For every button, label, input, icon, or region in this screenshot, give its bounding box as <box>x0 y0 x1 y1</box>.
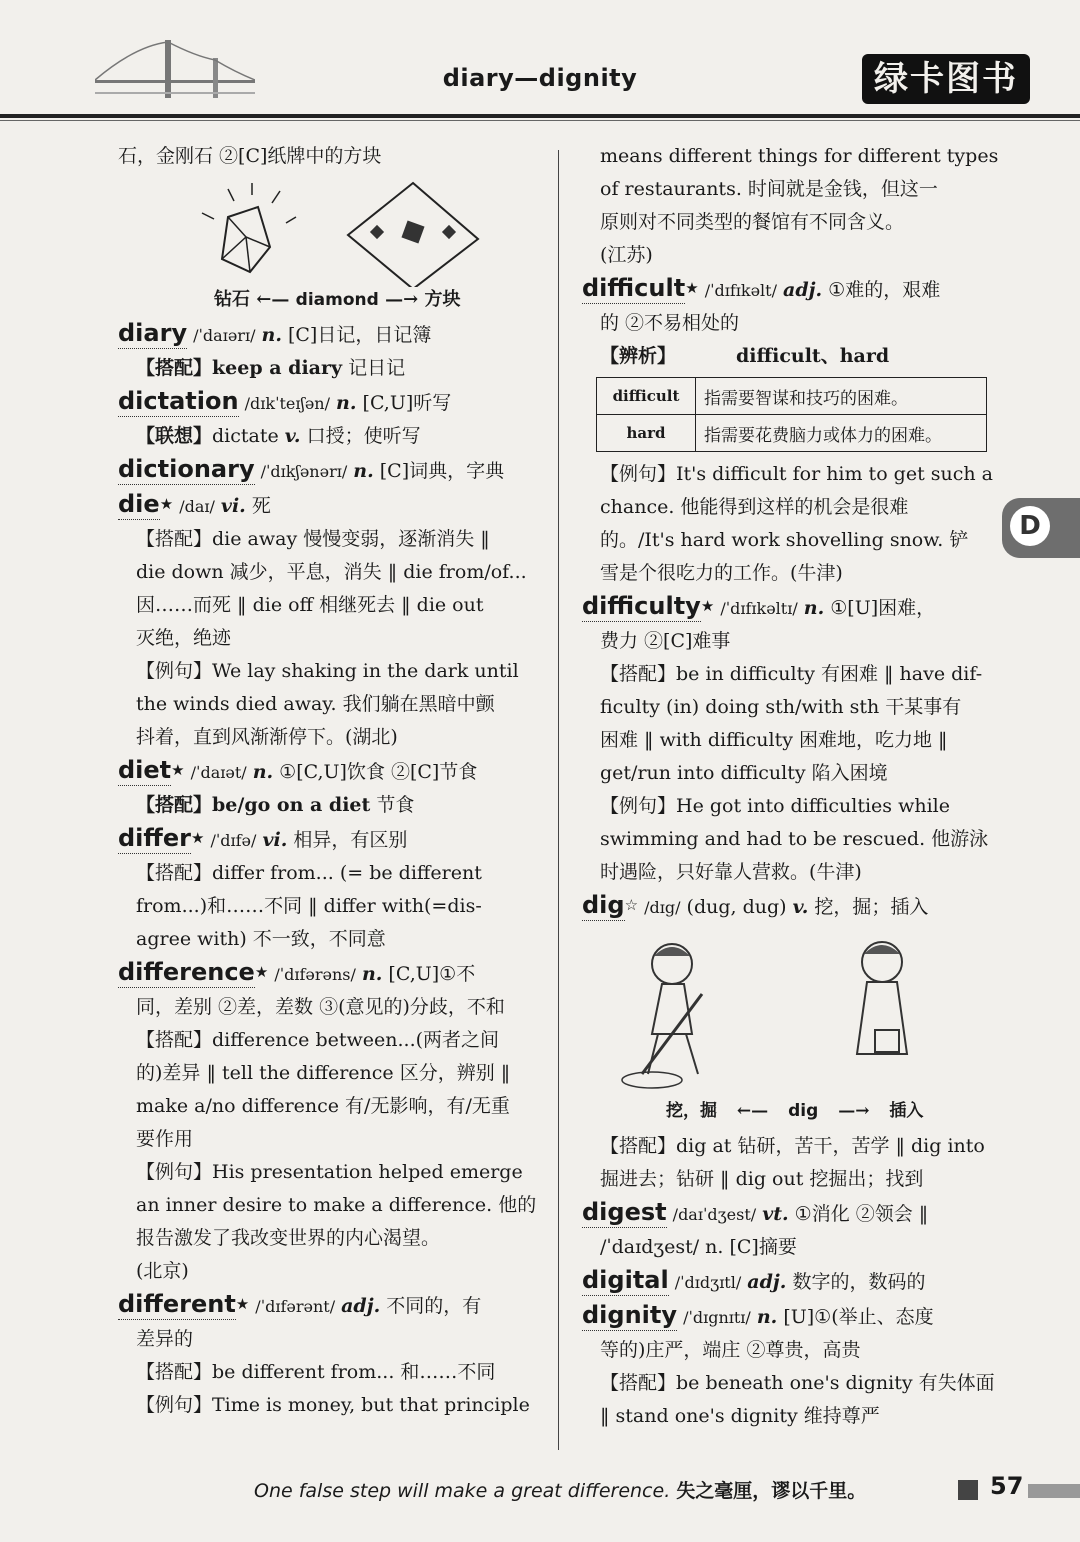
headword: digital <box>582 1266 669 1294</box>
headword: difficult <box>582 274 686 302</box>
table-row: hard 指需要花费脑力或体力的困难。 <box>597 415 987 452</box>
continued-example: means different things for different types <box>600 145 999 167</box>
headword: dictionary <box>118 455 255 483</box>
headword: diet <box>118 756 172 784</box>
page-marker-icon <box>958 1480 978 1500</box>
entry-dictation: dictation /dɪkˈteɪʃən/ n. [C,U]听写 【联想】dictate v. 口授；使听写 <box>118 387 452 447</box>
diamond-illustration <box>118 173 540 317</box>
diamond-figure-caption: 钻石 ←— diamond —→ 方块 <box>214 289 461 310</box>
section-tab-d <box>1002 498 1080 558</box>
section-letter: D <box>1010 506 1050 546</box>
entry-diary: diary /ˈdaɪərɪ/ n. [C]日记，日记簿 【搭配】keep a diary 记日记 <box>118 319 432 379</box>
entry-difficulty: difficulty★ /ˈdɪfɪkəltɪ/ n. ①[U]困难， 费力 ②[C]难事 【搭配】be in difficulty 有困难 ‖ have dif- ficulty (in) doing sth/with sth 干某事有 困难 ‖ with difficulty 困难地，吃力地 ‖ get/run into difficulty 陷入困境 【例句】He got into difficulties while swimming and had to be rescued. 他游泳 时遇险，只好靠人营救。(牛津) <box>582 592 989 883</box>
right-column: means different things for different types of restaurants. 时间就是金钱，但这一 原则对不同类型的餐馆有不同含义。 (江苏) difficult★ /ˈdɪfɪkəlt/ adj. ①难的，艰难 的 ②不易相处的 【辨析】 difficult、hard difficult 指需要智谋和技巧的困难。 hard 指需要花费脑力或体力的困难。 【例句】It's difficult for him to get such a chance. 他能得到这样的机会是很难 的。/It's hard work shovelling snow. 铲 雪是个很吃力的工作。(牛津) difficulty★ /ˈdɪfɪkəltɪ/ n. ①[U]困难， 费力 ②[C]难事 【搭配】be in difficulty 有困难 ‖ have dif- ficulty (in) doing sth/with sth 干某事有 困难 ‖ with difficulty 困难地，吃力地 ‖ get/run into difficulty 陷入困境 【例句】He got into difficulties while swimming and had to be rescued. 他游泳 时遇险，只好靠人营救。(牛津) dig☆ /dɪg/ (dug, dug) v. 挖，掘；插入 挖，掘 ←— dig —→ 插入 【搭配】dig at 钻研，苦干，苦学 ‖ dig into 掘进去；钻研 ‖ dig out 挖掘出；找到 digest /daɪˈdʒest/ vt. ①消化 ②领会 ‖ /ˈdaɪdʒest/ n. [C]摘要 digital /ˈdɪdʒɪtl/ adj. 数字的，数码的 dignity /ˈdɪgnɪtɪ/ n. [U]①(举止、态度 等的)庄严，端庄 ②尊贵，高贵 【搭配】be beneath one's dignity 有失体面 ‖ stand one's dignity 维持尊严 <box>582 140 992 1433</box>
phonetic: /ˈdaɪərɪ/ <box>193 326 256 345</box>
header-rule <box>0 114 1080 118</box>
entry-different: different★ /ˈdɪfərənt/ adj. 不同的，有 差异的 【搭配】be different from... 和……不同 【例句】Time is money, but that principle <box>118 1290 530 1416</box>
star-icon: ★ <box>159 495 174 513</box>
entry-dig: dig☆ /dɪg/ (dug, dug) v. 挖，掘；插入 挖，掘 ←— dig —→ 插入 【搭配】dig at 钻研，苦干，苦学 ‖ dig into 掘进去；钻研 ‖ dig out 挖掘出；找到 <box>582 889 992 1196</box>
diamond-gem-and-card-icon <box>188 177 488 287</box>
headword: difference <box>118 958 255 986</box>
continued-definition: 石，金刚石 ②[C]纸牌中的方块 <box>118 145 382 167</box>
page-title: diary—dignity <box>442 64 638 92</box>
star-icon: ★ <box>235 1295 250 1313</box>
page-header <box>0 0 1080 120</box>
headword: difficulty <box>582 592 701 620</box>
dig-figure-caption: 挖，掘 ←— dig —→ 插入 <box>666 1101 924 1121</box>
dig-illustration <box>582 924 992 1130</box>
headword: dignity <box>582 1301 678 1329</box>
left-column <box>118 140 540 1422</box>
entry-differ: differ★ /ˈdɪfə/ vi. 相异，有区别 【搭配】differ from... (= be different from...)和……不同 ‖ differ with(=dis- agree with) 不一致，不同意 <box>118 824 482 950</box>
definition: [C]日记，日记簿 <box>287 324 432 346</box>
headword: dictation <box>118 387 239 415</box>
headword: digest <box>582 1198 667 1226</box>
headword: diary <box>118 319 188 347</box>
star-icon: ★ <box>190 829 205 847</box>
headword: different <box>118 1290 236 1318</box>
digging-boy-icon <box>612 934 952 1094</box>
entry-diet: diet★ /ˈdaɪət/ n. ①[C,U]饮食 ②[C]节食 【搭配】be/go on a diet 节食 <box>118 756 478 816</box>
entry-die: die★ /daɪ/ vi. 死 【搭配】die away 慢慢变弱，逐渐消失 ‖ die down 减少，平息，消失 ‖ die from/of... 因……而死 ‖ die off 相继死去 ‖ die out 灭绝，绝迹 【例句】We lay shaking in the dark until the winds died away. 我们躺在黑暗中颤 抖着，直到风渐渐停下。(湖北) <box>118 490 527 748</box>
table-row: difficult 指需要智谋和技巧的困难。 <box>597 378 987 415</box>
star-icon: ★ <box>171 761 185 779</box>
publisher-logo: 绿卡图书 <box>862 54 1030 104</box>
entry-dictionary: dictionary /ˈdɪkʃənərɪ/ n. [C]词典，字典 <box>118 455 505 483</box>
hollow-star-icon: ☆ <box>624 896 639 914</box>
comparison-table <box>596 377 987 452</box>
entry-digital: digital /ˈdɪdʒɪtl/ adj. 数字的，数码的 <box>582 1266 926 1294</box>
entry-digest: digest /daɪˈdʒest/ vt. ①消化 ②领会 ‖ /ˈdaɪdʒest/ n. [C]摘要 <box>582 1198 929 1258</box>
headword: die <box>118 490 160 518</box>
footer-proverb: One false step will make a great difference. 失之毫厘，谬以千里。 <box>254 1480 867 1502</box>
entry-difficult: difficult★ /ˈdɪfɪkəlt/ adj. ①难的，艰难 的 ②不易相处的 【辨析】 difficult、hard difficult 指需要智谋和技巧的困难。 hard 指需要花费脑力或体力的困难。 【例句】It's difficult for him to get such a chance. 他能得到这样的机会是很难 的。/It's hard work shovelling snow. 铲 雪是个很吃力的工作。(牛津) <box>582 274 993 584</box>
page-number: 57 <box>990 1472 1024 1500</box>
page-bar-decoration <box>1028 1484 1080 1498</box>
entry-difference: difference★ /ˈdɪfərəns/ n. [C,U]①不 同，差别 ②差，差数 ③(意见的)分歧，不和 【搭配】difference between...(两者之间 的)差异 ‖ tell the difference 区分，辨别 ‖ make a/no difference 有/无影响，有/无重 要作用 【例句】His presentation helped emerge an inner desire to make a difference. 他的 报告激发了我改变世界的内心渴望。 (北京) <box>118 958 537 1282</box>
headword: differ <box>118 824 191 852</box>
entry-dignity: dignity /ˈdɪgnɪtɪ/ n. [U]①(举止、态度 等的)庄严，端庄 ②尊贵，高贵 【搭配】be beneath one's dignity 有失体面 ‖ stand one's dignity 维持尊严 <box>582 1301 995 1427</box>
star-icon: ★ <box>254 963 269 981</box>
star-icon: ★ <box>685 279 699 297</box>
star-icon: ★ <box>700 597 715 615</box>
header-rule-thin <box>0 120 1080 121</box>
headword: dig <box>582 891 625 919</box>
column-divider <box>558 150 559 1450</box>
